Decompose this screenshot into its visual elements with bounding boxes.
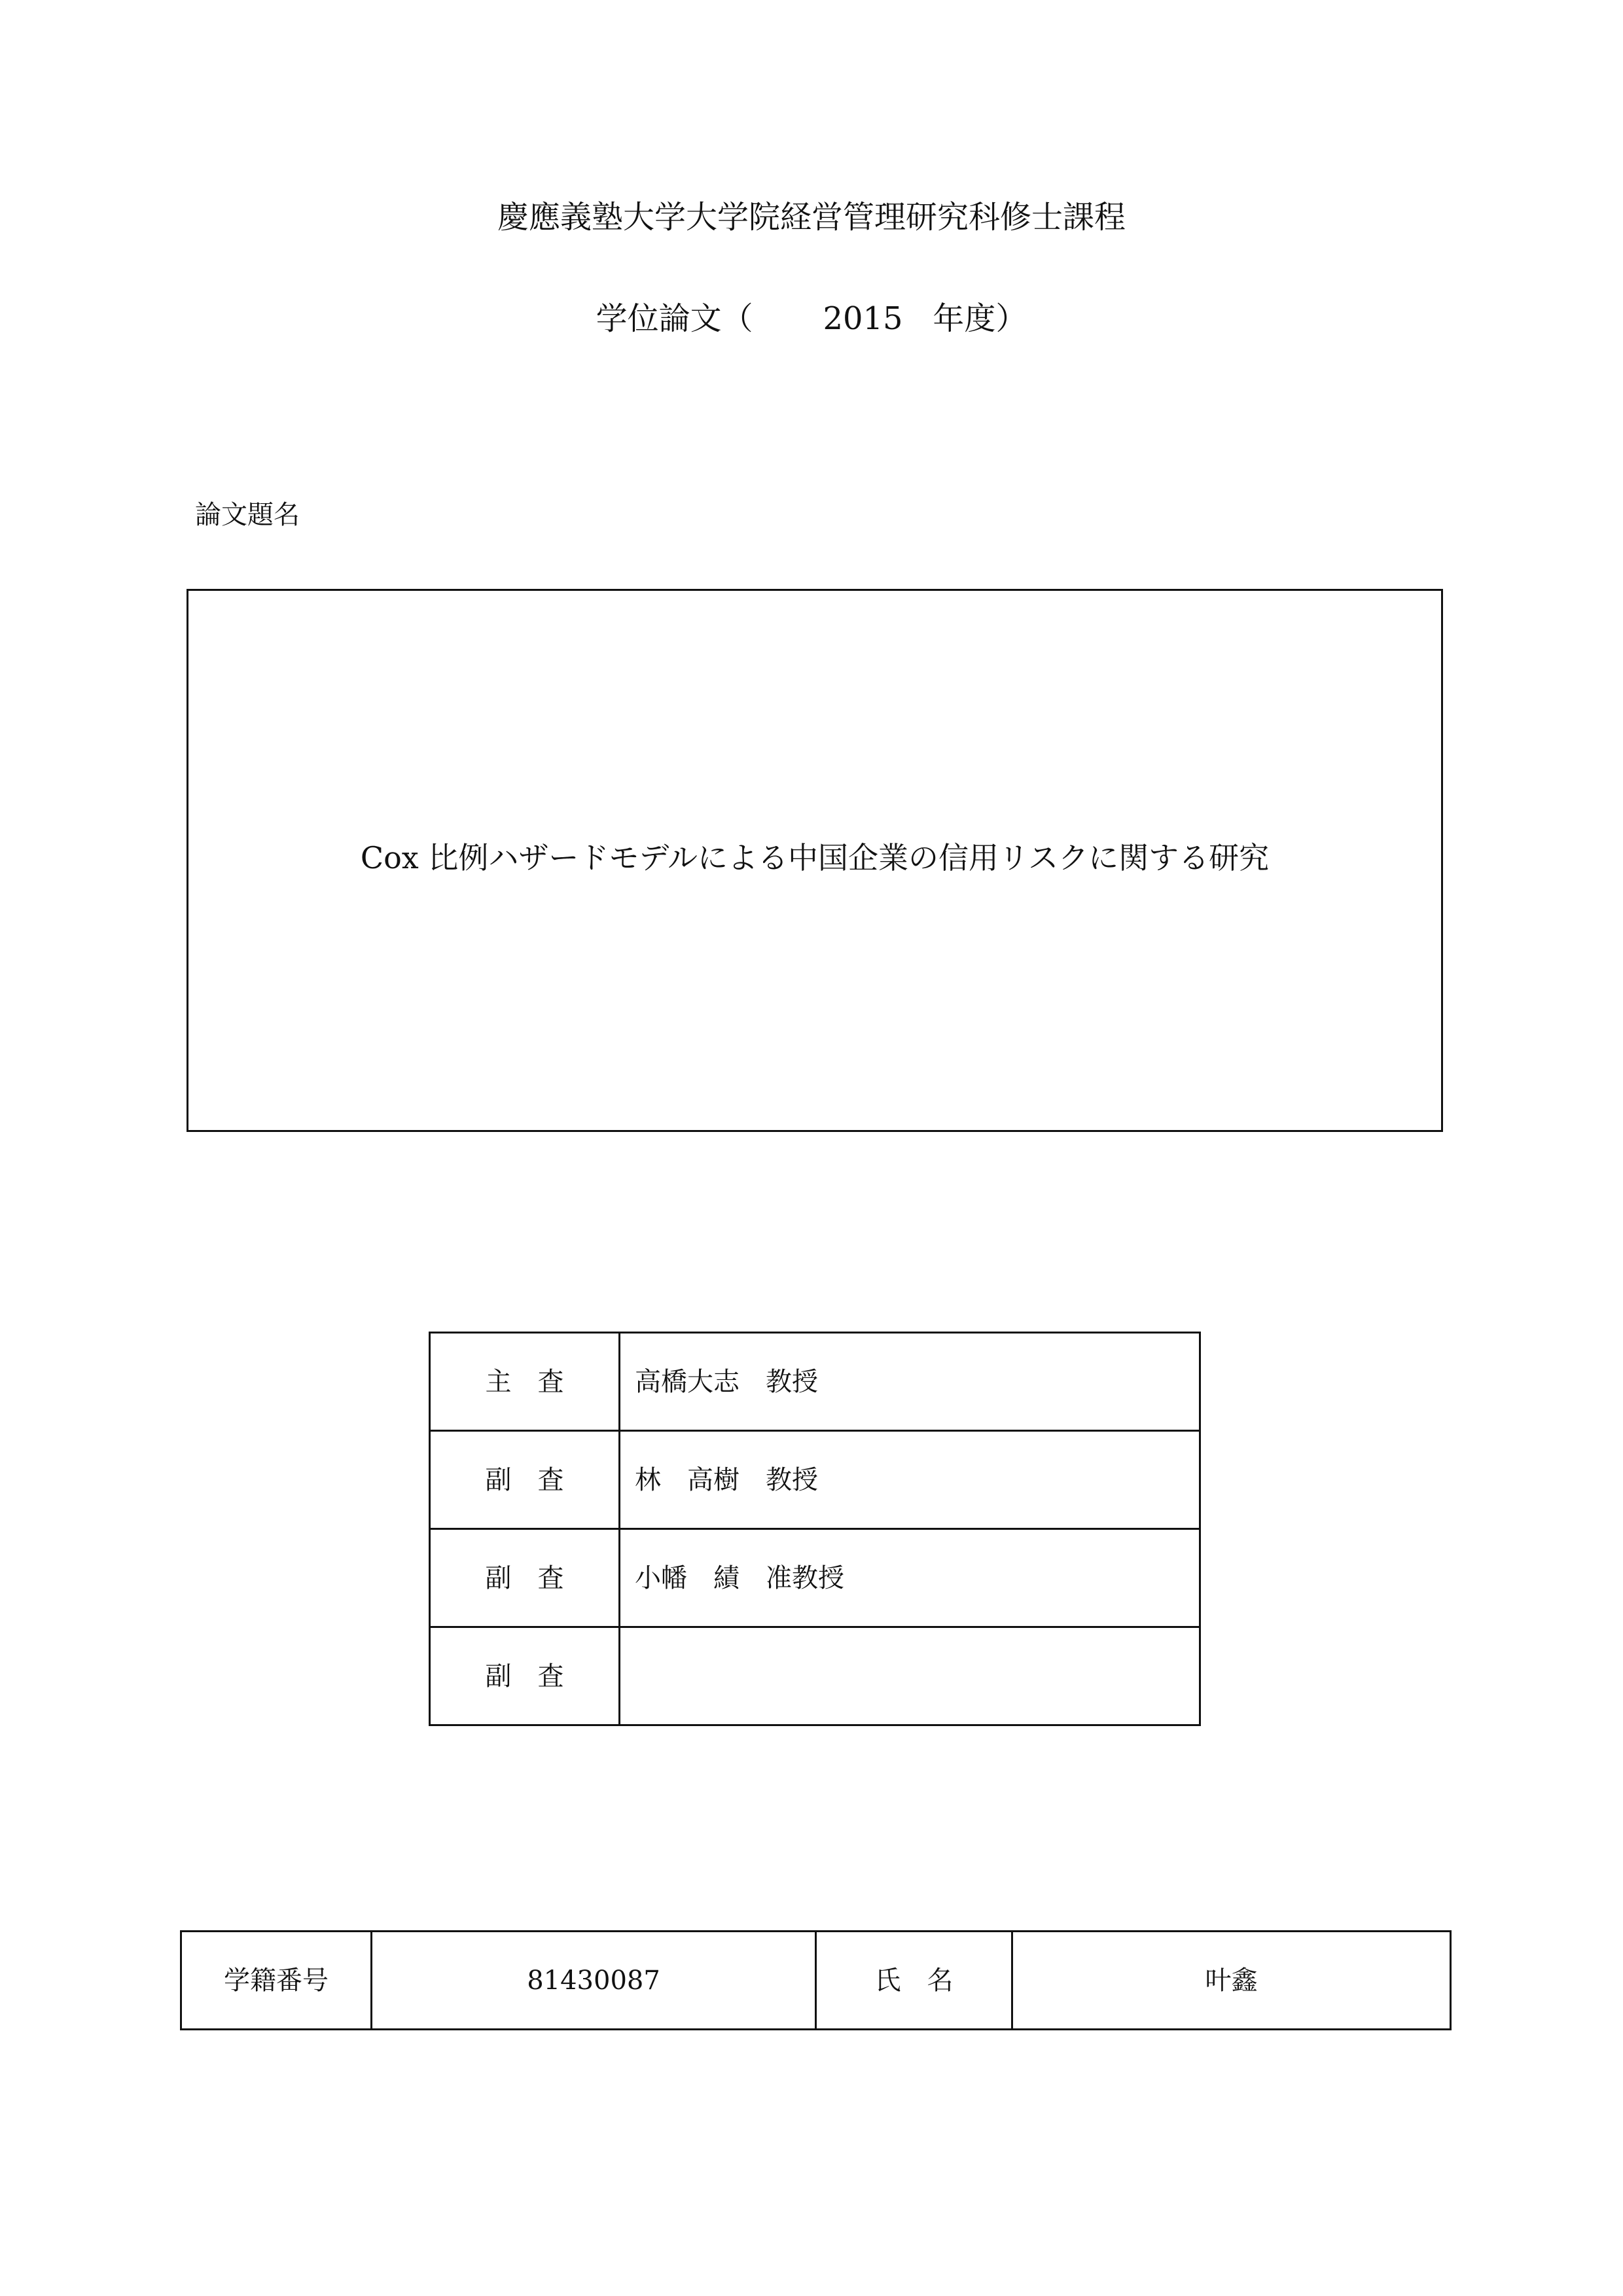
examiner-name xyxy=(620,1627,1200,1725)
examiner-name: 小幡 績 准教授 xyxy=(620,1529,1200,1627)
university-program-heading: 慶應義塾大学大学院経営管理研究科修士課程 xyxy=(497,199,1126,236)
examiner-role: 副 査 xyxy=(430,1431,620,1529)
table-row xyxy=(430,1333,1200,1431)
student-name-value: 叶鑫 xyxy=(1012,1932,1451,2030)
examiners-table xyxy=(429,1332,1201,1726)
examiner-role: 副 査 xyxy=(430,1529,620,1627)
examiner-name: 高橋大志 教授 xyxy=(620,1333,1200,1431)
student-id-label: 学籍番号 xyxy=(181,1932,372,2030)
thesis-title-box xyxy=(187,589,1443,1132)
academic-year: 2015 xyxy=(823,300,903,337)
thesis-title: Cox 比例ハザードモデルによる中国企業の信用リスクに関する研究 xyxy=(360,840,1270,875)
degree-prefix: 学位論文（ xyxy=(596,300,753,337)
table-row xyxy=(430,1627,1200,1725)
table-row xyxy=(430,1431,1200,1529)
degree-thesis-year-line xyxy=(0,298,1623,340)
examiner-role: 副 査 xyxy=(430,1627,620,1725)
examiner-name: 林 高樹 教授 xyxy=(620,1431,1200,1529)
degree-suffix: 年度） xyxy=(933,300,1027,337)
examiner-role: 主 査 xyxy=(430,1333,620,1431)
table-row xyxy=(430,1529,1200,1627)
student-info-table xyxy=(180,1930,1452,2030)
student-id-value: 81430087 xyxy=(372,1932,816,2030)
table-row xyxy=(181,1932,1451,2030)
student-name-label: 氏 名 xyxy=(816,1932,1012,2030)
thesis-title-label: 論文題名 xyxy=(195,500,300,530)
